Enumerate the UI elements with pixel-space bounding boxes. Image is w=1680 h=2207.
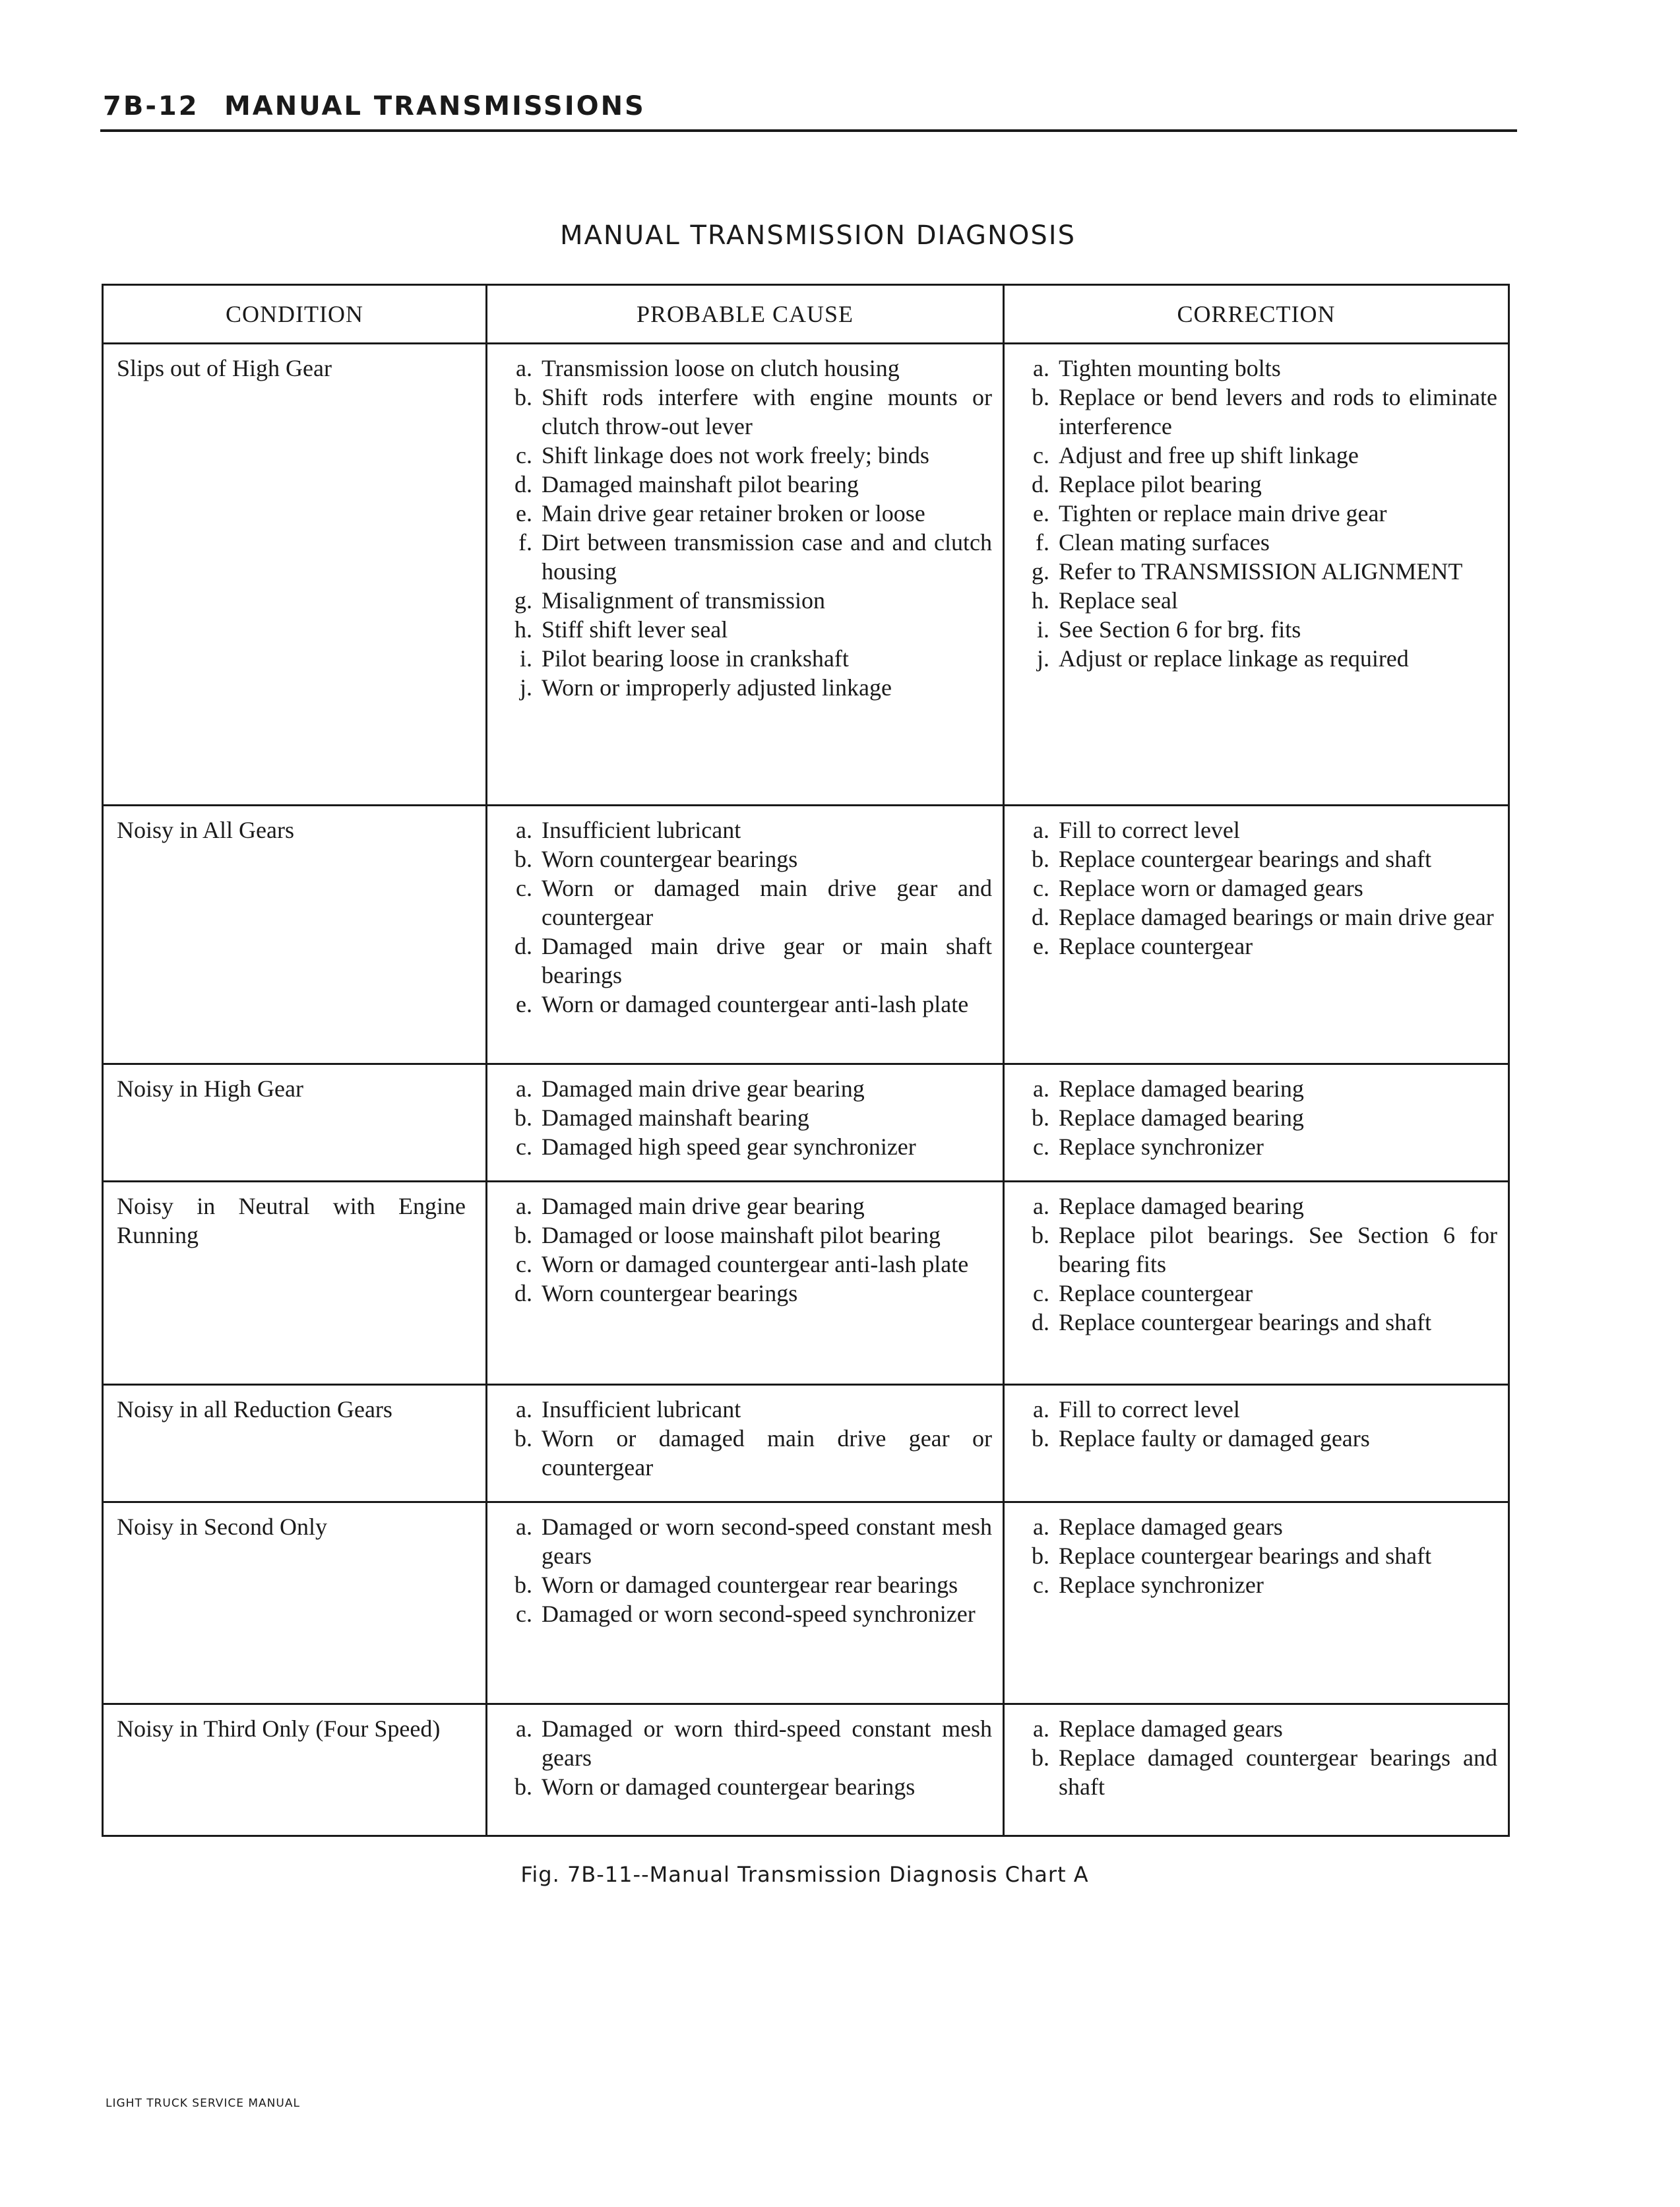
item-letter: b. <box>1032 1744 1049 1771</box>
table-row <box>103 1385 1509 1502</box>
item-text: Adjust and free up shift linkage <box>1059 442 1359 468</box>
cause-item <box>498 673 992 702</box>
item-letter: i. <box>1036 616 1049 643</box>
item-text: Damaged mainshaft pilot bearing <box>542 471 859 497</box>
item-text: Main drive gear retainer broken or loose <box>542 500 925 527</box>
correction-item <box>1015 441 1497 470</box>
item-text: Stiff shift lever seal <box>542 616 728 643</box>
item-letter: c. <box>516 1251 532 1277</box>
item-letter: b. <box>514 1572 532 1598</box>
item-text: Replace synchronizer <box>1059 1134 1264 1160</box>
item-letter: a. <box>516 355 532 381</box>
cause-cell <box>487 1385 1004 1502</box>
item-text: Damaged or loose mainshaft pilot bearing <box>542 1222 941 1248</box>
correction-item <box>1015 1308 1497 1337</box>
item-text: Worn or damaged countergear anti-lash plate <box>542 1251 969 1277</box>
cause-item <box>498 1395 992 1424</box>
item-letter: a. <box>1033 355 1049 381</box>
item-text: Damaged or worn third-speed constant mesh gears <box>542 1715 992 1771</box>
cause-item <box>498 1714 992 1772</box>
correction-item <box>1015 1221 1497 1279</box>
item-text: Transmission loose on clutch housing <box>542 355 900 381</box>
correction-item <box>1015 1132 1497 1161</box>
correction-item <box>1015 1743 1497 1801</box>
item-text: Damaged mainshaft bearing <box>542 1104 809 1131</box>
item-letter: j. <box>519 674 532 701</box>
item-text: Worn or improperly adjusted linkage <box>542 674 892 701</box>
correction-item <box>1015 1424 1497 1453</box>
item-letter: b. <box>514 1104 532 1131</box>
item-letter: h. <box>1032 587 1049 614</box>
item-letter: a. <box>516 1075 532 1102</box>
correction-item <box>1015 845 1497 874</box>
item-letter: c. <box>1033 1280 1049 1306</box>
item-text: Worn or damaged countergear bearings <box>542 1774 916 1800</box>
cause-item <box>498 1132 992 1161</box>
item-letter: f. <box>518 529 532 556</box>
item-text: Replace damaged gears <box>1059 1514 1283 1540</box>
item-text: Replace damaged gears <box>1059 1715 1283 1742</box>
section-title: MANUAL TRANSMISSIONS <box>224 91 646 121</box>
item-letter: a. <box>516 1715 532 1742</box>
condition-cell: Slips out of High Gear <box>103 344 487 806</box>
condition-cell: Noisy in Neutral with Engine Running <box>103 1182 487 1385</box>
cause-item <box>498 1250 992 1279</box>
item-letter: h. <box>514 616 532 643</box>
item-text: Worn or damaged main drive gear and countergear <box>542 875 992 930</box>
item-letter: d. <box>514 933 532 959</box>
item-letter: a. <box>1033 817 1049 843</box>
column-header-correction: CORRECTION <box>1004 285 1509 344</box>
item-letter: a. <box>516 1396 532 1423</box>
cause-item <box>498 1279 992 1308</box>
item-letter: a. <box>1033 1514 1049 1540</box>
condition-cell: Noisy in Second Only <box>103 1502 487 1704</box>
cause-cell <box>487 344 1004 806</box>
cause-item <box>498 1512 992 1570</box>
table-row <box>103 1704 1509 1836</box>
item-text: Worn or damaged countergear anti-lash plate <box>542 991 969 1017</box>
item-letter: c. <box>516 442 532 468</box>
correction-item <box>1015 816 1497 845</box>
item-text: Replace damaged countergear bearings and shaft <box>1059 1744 1497 1800</box>
item-letter: b. <box>1032 846 1049 872</box>
cause-item <box>498 1599 992 1628</box>
correction-cell <box>1004 1502 1509 1704</box>
item-text: Fill to correct level <box>1059 1396 1240 1423</box>
item-letter: a. <box>516 1193 532 1219</box>
section-number: 7B-12 <box>103 91 199 121</box>
condition-cell: Noisy in All Gears <box>103 806 487 1064</box>
item-text: Damaged main drive gear or main shaft bearings <box>542 933 992 988</box>
correction-item <box>1015 528 1497 557</box>
item-letter: b. <box>514 1222 532 1248</box>
correction-cell <box>1004 344 1509 806</box>
correction-item <box>1015 903 1497 932</box>
cause-cell <box>487 1182 1004 1385</box>
correction-item <box>1015 615 1497 644</box>
cause-item <box>498 470 992 499</box>
item-letter: i. <box>519 645 532 672</box>
correction-item <box>1015 586 1497 615</box>
item-letter: c. <box>1033 875 1049 901</box>
item-text: Replace damaged bearing <box>1059 1075 1304 1102</box>
item-letter: d. <box>514 1280 532 1306</box>
item-text: Fill to correct level <box>1059 817 1240 843</box>
correction-item <box>1015 557 1497 586</box>
cause-item <box>498 1424 992 1482</box>
item-text: See Section 6 for brg. fits <box>1059 616 1301 643</box>
item-text: Replace damaged bearing <box>1059 1193 1304 1219</box>
correction-item <box>1015 1192 1497 1221</box>
item-letter: e. <box>1033 500 1049 527</box>
cause-item <box>498 874 992 932</box>
cause-item <box>498 1103 992 1132</box>
item-letter: b. <box>1032 384 1049 410</box>
item-text: Dirt between transmission case and and clutch housing <box>542 529 992 585</box>
item-text: Insufficient lubricant <box>542 817 741 843</box>
cause-item <box>498 1192 992 1221</box>
item-letter: d. <box>1032 1309 1049 1335</box>
correction-item <box>1015 383 1497 441</box>
item-letter: d. <box>1032 471 1049 497</box>
item-text: Tighten or replace main drive gear <box>1059 500 1387 527</box>
item-letter: b. <box>514 846 532 872</box>
page-footer: LIGHT TRUCK SERVICE MANUAL <box>106 2097 300 2110</box>
item-text: Worn countergear bearings <box>542 846 798 872</box>
correction-item <box>1015 1714 1497 1743</box>
item-letter: e. <box>1033 933 1049 959</box>
item-text: Worn or damaged main drive gear or countergear <box>542 1425 992 1481</box>
page-header <box>100 87 1517 132</box>
item-letter: c. <box>1033 1134 1049 1160</box>
item-text: Shift rods interfere with engine mounts or clutch throw-out lever <box>542 384 992 439</box>
cause-item <box>498 1074 992 1103</box>
item-text: Replace countergear <box>1059 1280 1253 1306</box>
item-letter: b. <box>514 384 532 410</box>
item-text: Damaged high speed gear synchronizer <box>542 1134 916 1160</box>
item-letter: c. <box>1033 1572 1049 1598</box>
item-text: Replace pilot bearings. See Section 6 for bearing fits <box>1059 1222 1497 1277</box>
item-letter: a. <box>516 1514 532 1540</box>
cause-item <box>498 1772 992 1801</box>
correction-item <box>1015 1074 1497 1103</box>
cause-item <box>498 1570 992 1599</box>
item-text: Replace damaged bearings or main drive gear <box>1059 904 1494 930</box>
column-header-probable-cause: PROBABLE CAUSE <box>487 285 1004 344</box>
cause-item <box>498 990 992 1019</box>
correction-item <box>1015 874 1497 903</box>
cause-item <box>498 354 992 383</box>
item-letter: c. <box>516 875 532 901</box>
condition-cell: Noisy in Third Only (Four Speed) <box>103 1704 487 1836</box>
item-letter: c. <box>516 1601 532 1627</box>
table-body <box>103 344 1509 1836</box>
item-letter: c. <box>516 1134 532 1160</box>
item-letter: a. <box>1033 1193 1049 1219</box>
item-letter: b. <box>1032 1543 1049 1569</box>
item-letter: e. <box>516 991 532 1017</box>
item-text: Replace pilot bearing <box>1059 471 1262 497</box>
cause-item <box>498 586 992 615</box>
item-text: Damaged or worn second-speed synchronizer <box>542 1601 976 1627</box>
item-text: Replace faulty or damaged gears <box>1059 1425 1370 1452</box>
item-letter: e. <box>516 500 532 527</box>
correction-item <box>1015 644 1497 673</box>
correction-item <box>1015 1512 1497 1541</box>
item-letter: a. <box>1033 1396 1049 1423</box>
table-row <box>103 1182 1509 1385</box>
correction-item <box>1015 1279 1497 1308</box>
table-row <box>103 1502 1509 1704</box>
item-letter: f. <box>1036 529 1049 556</box>
correction-item <box>1015 354 1497 383</box>
item-text: Replace or bend levers and rods to eliminate interference <box>1059 384 1497 439</box>
item-text: Worn or damaged countergear rear bearings <box>542 1572 958 1598</box>
item-text: Worn countergear bearings <box>542 1280 798 1306</box>
cause-item <box>498 932 992 990</box>
table-row <box>103 806 1509 1064</box>
item-text: Replace countergear bearings and shaft <box>1059 1543 1432 1569</box>
item-text: Replace worn or damaged gears <box>1059 875 1363 901</box>
cause-item <box>498 528 992 586</box>
figure-caption: Fig. 7B-11--Manual Transmission Diagnosis Chart A <box>520 1862 1089 1887</box>
cause-item <box>498 816 992 845</box>
item-letter: a. <box>516 817 532 843</box>
cause-item <box>498 383 992 441</box>
item-text: Replace seal <box>1059 587 1178 614</box>
cause-cell <box>487 1704 1004 1836</box>
item-text: Replace damaged bearing <box>1059 1104 1304 1131</box>
item-text: Replace countergear bearings and shaft <box>1059 1309 1432 1335</box>
cause-item <box>498 615 992 644</box>
table-row <box>103 344 1509 806</box>
item-text: Pilot bearing loose in crankshaft <box>542 645 849 672</box>
correction-item <box>1015 499 1497 528</box>
correction-cell <box>1004 1064 1509 1182</box>
item-letter: j. <box>1036 645 1049 672</box>
cause-item <box>498 1221 992 1250</box>
item-letter: b. <box>514 1774 532 1800</box>
item-text: Damaged main drive gear bearing <box>542 1075 865 1102</box>
cause-cell <box>487 1502 1004 1704</box>
cause-item <box>498 441 992 470</box>
cause-item <box>498 499 992 528</box>
correction-cell <box>1004 1385 1509 1502</box>
condition-cell: Noisy in all Reduction Gears <box>103 1385 487 1502</box>
condition-cell: Noisy in High Gear <box>103 1064 487 1182</box>
correction-item <box>1015 1541 1497 1570</box>
item-letter: b. <box>1032 1222 1049 1248</box>
cause-cell <box>487 806 1004 1064</box>
item-letter: b. <box>514 1425 532 1452</box>
table-row <box>103 1064 1509 1182</box>
cause-cell <box>487 1064 1004 1182</box>
item-letter: b. <box>1032 1425 1049 1452</box>
correction-item <box>1015 1395 1497 1424</box>
correction-cell <box>1004 1182 1509 1385</box>
correction-cell <box>1004 806 1509 1064</box>
item-text: Replace countergear bearings and shaft <box>1059 846 1432 872</box>
cause-item <box>498 845 992 874</box>
item-text: Refer to TRANSMISSION ALIGNMENT <box>1059 558 1463 585</box>
page-title: MANUAL TRANSMISSION DIAGNOSIS <box>560 220 1076 251</box>
correction-cell <box>1004 1704 1509 1836</box>
item-text: Adjust or replace linkage as required <box>1059 645 1409 672</box>
item-letter: a. <box>1033 1075 1049 1102</box>
item-text: Tighten mounting bolts <box>1059 355 1281 381</box>
item-letter: d. <box>514 471 532 497</box>
item-text: Misalignment of transmission <box>542 587 825 614</box>
item-text: Damaged or worn second-speed constant mesh gears <box>542 1514 992 1569</box>
item-text: Damaged main drive gear bearing <box>542 1193 865 1219</box>
item-text: Replace countergear <box>1059 933 1253 959</box>
item-text: Clean mating surfaces <box>1059 529 1270 556</box>
table-header-row <box>103 285 1509 344</box>
item-letter: a. <box>1033 1715 1049 1742</box>
item-text: Shift linkage does not work freely; binds <box>542 442 929 468</box>
correction-item <box>1015 470 1497 499</box>
item-text: Replace synchronizer <box>1059 1572 1264 1598</box>
item-letter: g. <box>514 587 532 614</box>
item-letter: b. <box>1032 1104 1049 1131</box>
correction-item <box>1015 1103 1497 1132</box>
cause-item <box>498 644 992 673</box>
item-text: Insufficient lubricant <box>542 1396 741 1423</box>
item-letter: c. <box>1033 442 1049 468</box>
correction-item <box>1015 1570 1497 1599</box>
diagnosis-table <box>102 284 1510 1837</box>
item-letter: g. <box>1032 558 1049 585</box>
column-header-condition: CONDITION <box>103 285 487 344</box>
correction-item <box>1015 932 1497 961</box>
item-letter: d. <box>1032 904 1049 930</box>
